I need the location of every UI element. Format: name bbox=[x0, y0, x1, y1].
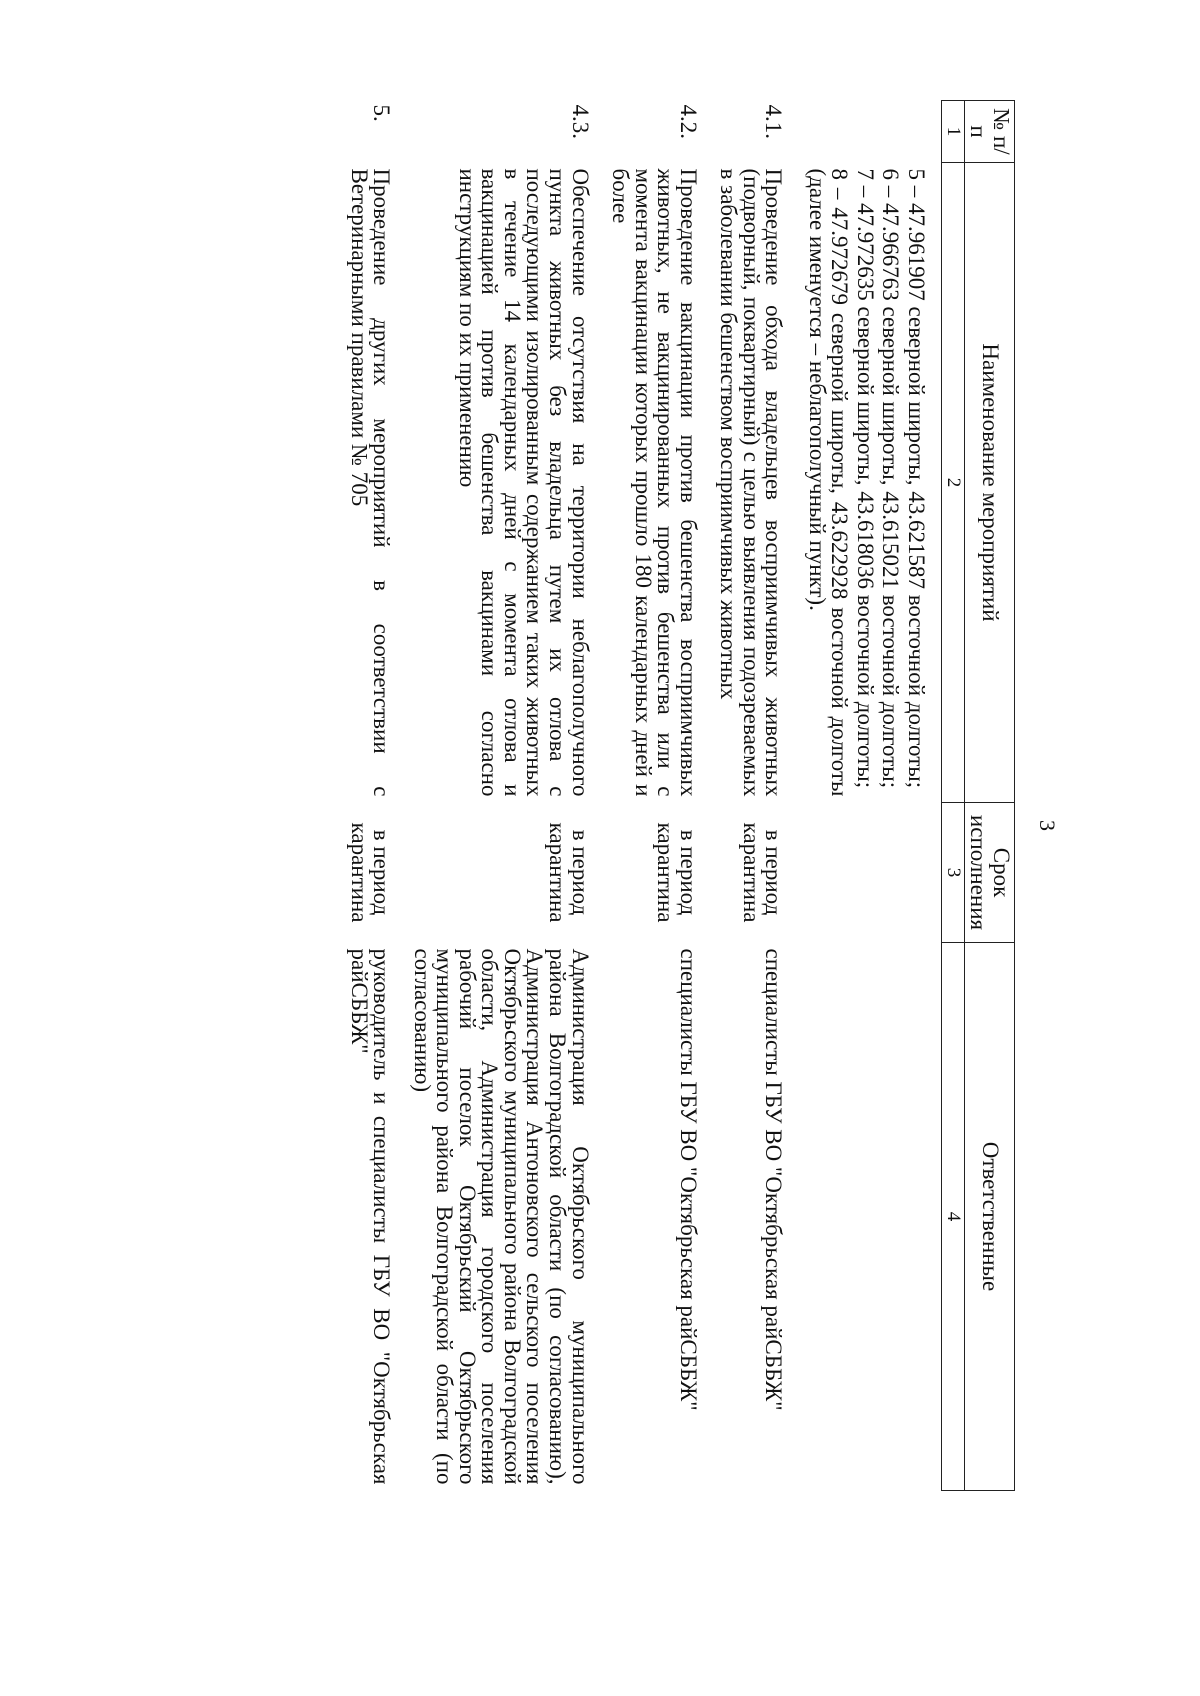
row-number: 5. bbox=[369, 104, 395, 122]
header-measure-name: Наименование мероприятий bbox=[964, 163, 1014, 803]
coordinates-cell bbox=[788, 163, 941, 803]
header-number: № п/п bbox=[964, 101, 1014, 163]
column-number-row bbox=[941, 101, 964, 1491]
table-row bbox=[396, 101, 594, 1491]
column-number: 1 bbox=[941, 101, 964, 163]
table-header-row bbox=[964, 101, 1014, 1491]
measure-name: Проведение других мероприятий в соответствии с Ветеринарными правилами № 705 bbox=[346, 168, 395, 797]
table-row bbox=[333, 101, 396, 1491]
deadline: в период карантина bbox=[738, 822, 787, 923]
coordinate-point: 8 – 47.972679 северной широты, 43.622928 восточной долготы (далее именуется – неблагополучный пункт). bbox=[804, 168, 853, 797]
deadline: в период карантина bbox=[545, 822, 593, 923]
row-number: 4.3. bbox=[567, 104, 593, 139]
responsible: руководитель и специалисты ГБУ ВО "Октябрьская райСББЖ" bbox=[346, 948, 395, 1485]
coordinate-point: 7 – 47.972635 северной широты, 43.618036 восточной долготы; bbox=[852, 168, 878, 789]
responsible: Администрация Октябрьского муниципального района Волгоградской области (по согласованию), Администрация Антоновского сельского поселения Октябрьского муниципального района Волгоградской области, Администрация городского поселения рабочий поселок Октябрьский Октябрьского муниципального района Волгоградской области (по согласованию) bbox=[409, 948, 593, 1485]
deadline: в период карантина bbox=[653, 822, 701, 923]
measure-name: Проведение вакцинации против бешенства восприимчивых животных, не вакцинированных против бешенства или с момента вакцинации которых прошло 180 календарных дней и более bbox=[608, 168, 701, 797]
measure-name: Проведение обхода владельцев восприимчивых животных (подворный, поквартирный) с целью выявления подозреваемых в заболевании бешенством восприимчивых животных bbox=[716, 168, 787, 797]
row-number: 4.2. bbox=[675, 104, 701, 139]
table-row bbox=[595, 101, 703, 1491]
document-page bbox=[90, 50, 1070, 1630]
responsible: специалисты ГБУ ВО "Октябрьская райСББЖ" bbox=[675, 948, 701, 1411]
responsible: специалисты ГБУ ВО "Октябрьская райСББЖ" bbox=[761, 948, 787, 1411]
column-number: 4 bbox=[941, 943, 964, 1491]
row-number: 4.1. bbox=[761, 104, 787, 139]
column-number: 3 bbox=[941, 803, 964, 943]
deadline: в период карантина bbox=[346, 822, 395, 923]
coordinates-row bbox=[788, 101, 941, 1491]
measure-name: Обеспечение отсутствия на территории неблагополучного пункта животных без владельца путем их отлова с последующими изолированным содержанием таких животных в течение 14 календарных дней с момента отлова и вакцинацией против бешенства вакцинами согласно инструкциям по их применению bbox=[454, 168, 593, 797]
column-number: 2 bbox=[941, 163, 964, 803]
measures-table bbox=[333, 100, 1015, 1491]
table-row bbox=[703, 101, 789, 1491]
page-number: 3 bbox=[1035, 820, 1060, 831]
coordinate-point: 6 – 47.966763 северной широты, 43.615021 восточной долготы; bbox=[878, 168, 904, 789]
header-deadline: Срок исполнения bbox=[964, 803, 1014, 943]
header-responsible: Ответственные bbox=[964, 943, 1014, 1491]
coordinate-point: 5 – 47.961907 северной широты, 43.621587 восточной долготы; bbox=[903, 168, 929, 789]
